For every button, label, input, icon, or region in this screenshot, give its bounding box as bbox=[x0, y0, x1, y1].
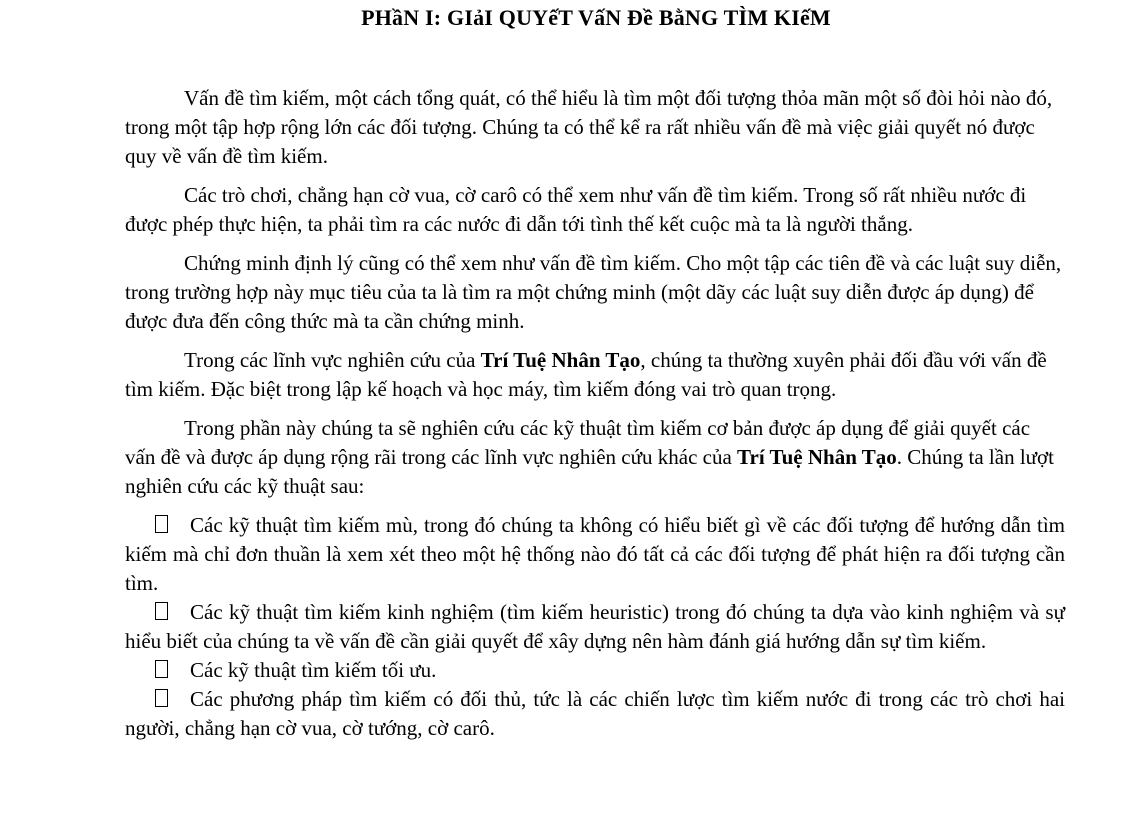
list-item-text: Các kỹ thuật tìm kiếm mù, trong đó chúng ta không có hiểu biết gì về các đối tượng để hướng dẫn tìm kiếm mà chỉ đơn thuần là xem xét theo một hệ thống nào đó tất cả các đối tượng để phát hiện ra đối tượng cần tìm. bbox=[125, 513, 1065, 595]
list-item bbox=[125, 685, 1065, 743]
paragraph-2-text: Các trò chơi, chẳng hạn cờ vua, cờ carô có thể xem như vấn đề tìm kiếm. Trong số rất nhiều nước đi được phép thực hiện, ta phải tìm ra các nước đi dẫn tới tình thế kết cuộc mà ta là người thắng. bbox=[125, 183, 1027, 236]
paragraph-5 bbox=[125, 414, 1065, 501]
list-item bbox=[125, 656, 1065, 685]
bullet-box-icon bbox=[155, 515, 168, 533]
list-item-text: Các kỹ thuật tìm kiếm kinh nghiệm (tìm kiếm heuristic) trong đó chúng ta dựa vào kinh nghiệm và sự hiểu biết của chúng ta về vấn đề cần giải quyết để xây dựng nên hàm đánh giá hướng dẫn sự tìm kiếm. bbox=[125, 600, 1065, 653]
paragraph-3 bbox=[125, 249, 1065, 336]
paragraph-4-bold-term: Trí Tuệ Nhân Tạo bbox=[480, 348, 641, 372]
paragraph-5-bold-term: Trí Tuệ Nhân Tạo bbox=[737, 445, 897, 469]
bullet-box-icon bbox=[155, 602, 168, 620]
bullet-box-icon bbox=[155, 689, 168, 707]
section-title: PHầN I: GIảI QUYếT VấN Đề BằNG TÌM KIếM bbox=[361, 5, 831, 30]
paragraph-2 bbox=[125, 181, 1065, 239]
paragraph-1-text: Vấn đề tìm kiếm, một cách tổng quát, có thể hiểu là tìm một đối tượng thỏa mãn một số đòi hỏi nào đó, trong một tập hợp rộng lớn các đối tượng. Chúng ta có thể kể ra rất nhiều vấn đề mà việc giải quyết nó được quy về vấn đề tìm kiếm. bbox=[125, 86, 1053, 168]
paragraph-3-text: Chứng minh định lý cũng có thể xem như vấn đề tìm kiếm. Cho một tập các tiên đề và các luật suy diễn, trong trường hợp này mục tiêu của ta là tìm ra một chứng minh (một dãy các luật suy diễn được áp dụng) để được đưa đến công thức mà ta cần chứng minh. bbox=[125, 251, 1062, 333]
list-item bbox=[125, 511, 1065, 598]
bullet-box-icon bbox=[155, 660, 168, 678]
list-item bbox=[125, 598, 1065, 656]
paragraph-5-text-before: Trong phần này chúng ta sẽ nghiên cứu các kỹ thuật tìm kiếm cơ bản được áp dụng để giải quyết các vấn đề và được áp dụng rộng rãi trong các lĩnh vực nghiên cứu khác của bbox=[125, 416, 1031, 469]
paragraph-4-text-before: Trong các lĩnh vực nghiên cứu của bbox=[184, 348, 481, 372]
list-item-text: Các kỹ thuật tìm kiếm tối ưu. bbox=[190, 658, 437, 682]
list-item-text: Các phương pháp tìm kiếm có đối thủ, tức là các chiến lược tìm kiếm nước đi trong các trò chơi hai người, chẳng hạn cờ vua, cờ tướng, cờ carô. bbox=[125, 687, 1065, 740]
paragraph-4 bbox=[125, 346, 1065, 404]
paragraph-4-text-after: , chúng ta thường xuyên phải đối đầu với vấn đề tìm kiếm. Đặc biệt trong lập kế hoạch và học máy, tìm kiếm đóng vai trò quan trọng. bbox=[125, 348, 1047, 401]
document-body bbox=[125, 84, 1065, 743]
technique-list bbox=[125, 511, 1065, 743]
paragraph-1 bbox=[125, 84, 1065, 171]
paragraph-5-text-after: . Chúng ta lần lượt nghiên cứu các kỹ thuật sau: bbox=[125, 445, 1054, 498]
